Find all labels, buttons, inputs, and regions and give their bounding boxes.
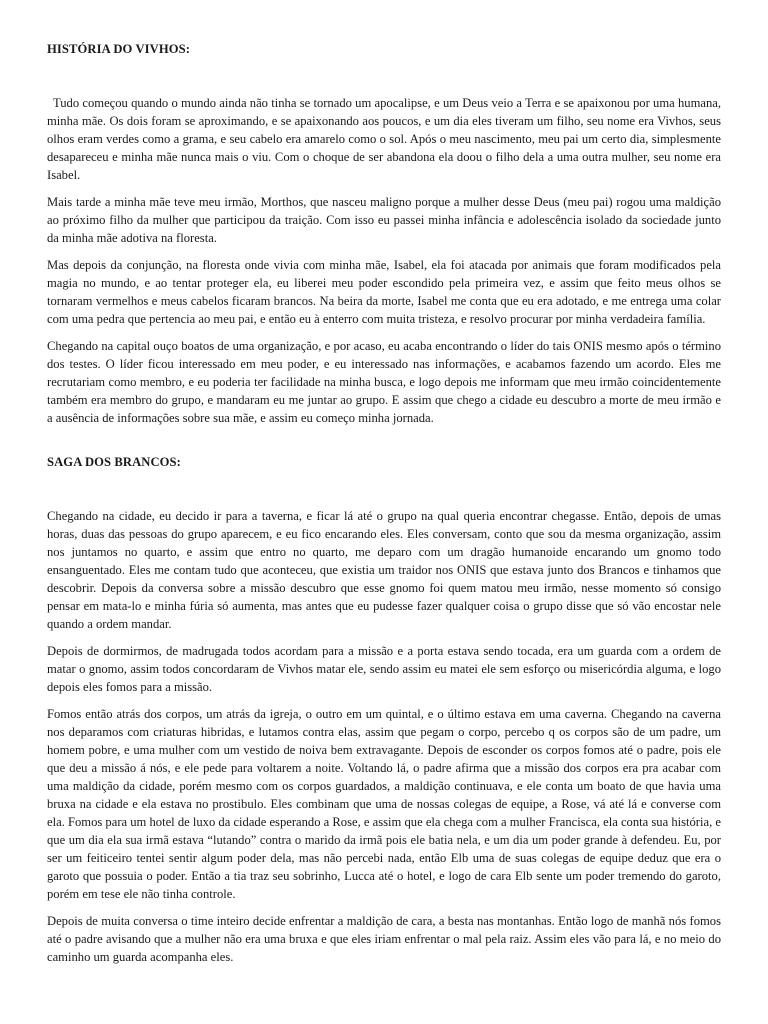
paragraph: Depois de muita conversa o time inteiro decide enfrentar a maldição de cara, a besta nas montanhas. Então logo de manhã nós fomos até o padre avisando que a mulher não era uma bruxa e que eles iriam enfrentar o mal pela raiz. Assim eles vão para lá, e no meio do caminho um guarda acompanha eles. (47, 914, 721, 964)
paragraph: Mais tarde a minha mãe teve meu irmão, Morthos, que nasceu maligno porque a mulher desse Deus (meu pai) rogou uma maldição ao próximo filho da mulher que participou da traição. Com isso eu passei minha infância e adolescência isolado da sociedade junto da minha mãe adotiva na floresta. (47, 195, 721, 245)
section-historia (47, 40, 721, 427)
paragraph: Mas depois da conjunção, na floresta onde vivia com minha mãe, Isabel, ela foi atacada por animais que foram modificados pela magia no mundo, e ao tentar proteger ela, eu liberei meu poder escondido pela primeira vez, e assim que feito meus olhos se tornaram vermelhos e meus cabelos ficaram brancos. Na beira da morte, Isabel me conta que eu era adotado, e me entrega uma colar com uma pedra que pertencia ao meu pai, e então eu à enterro com muita tristeza, e resolvo procurar por minha verdadeira família. (47, 258, 721, 326)
paragraph: Fomos então atrás dos corpos, um atrás da igreja, o outro em um quintal, e o último estava em uma caverna. Chegando na caverna nos deparamos com criaturas hibridas, e lutamos contra elas, assim que pegam o corpo, percebo q os corpos são de um padre, um homem pobre, e uma mulher com um vestido de noiva bem extravagante. Depois de esconder os corpos fomos até o padre, pois ele que deu a missão á nós, e ele pede para voltarem a noite. Voltando lá, o padre afirma que a missão dos corpos era pra acabar com uma maldição da cidade, porém mesmo com os corpos guardados, a maldição continuava, e ele conta um boato de que havia uma bruxa na cidade e ela estava no prostibulo. Eles combinam que uma de nossas colegas de equipe, a Rose, vá até lá e converse com ela. Fomos para um hotel de luxo da cidade esperando a Rose, e assim que ela chega com a mulher Francisca, ela conta sua história, e que um dia ela sua irmã estava “lutando” contra o marido da irmã pois ele batia nela, e um dia um poder grande à defendeu. Eu, por ser um feiticeiro tentei sentir algum poder dela, mas não percebi nada, então Elb uma de suas colegas de equipe deduz que era o garoto que possuia o poder. Então a tia traz seu sobrinho, Lucca até o hotel, e logo de cara Elb sente um poder tremendo do garoto, porém em tese ele não tinha controle. (47, 707, 721, 901)
paragraph: Tudo começou quando o mundo ainda não tinha se tornado um apocalipse, e um Deus veio a Terra e se apaixonou por uma humana, minha mãe. Os dois foram se aproximando, e se apaixonando aos poucos, e um dia eles tiveram um filho, seu nome era Vivhos, seus olhos eram verdes como a grama, e seu cabelo era amarelo como o sol. Após o meu nascimento, meu pai um certo dia, simplesmente desapareceu e minha mãe nunca mais o viu. Com o choque de ser abandona ela doou o filho dela a uma outra mulher, seu nome era Isabel. (47, 96, 721, 182)
section-heading: SAGA DOS BRANCOS: (47, 455, 181, 469)
paragraph: Depois de dormirmos, de madrugada todos acordam para a missão e a porta estava sendo tocada, era um guarda com a ordem de matar o gnomo, assim todos concordaram de Vivhos matar ele, sendo assim eu matei ele sem esforço ou misericórdia alguma, e logo depois eles fomos para a missão. (47, 644, 721, 694)
section-heading: HISTÓRIA DO VIVHOS: (47, 42, 191, 56)
paragraph: Chegando na cidade, eu decido ir para a taverna, e ficar lá até o grupo na qual queria encontrar chegasse. Então, depois de umas horas, duas das pessoas do grupo aparecem, e eu fico encarando eles. Eles conversam, conto que sou da mesma organização, assim nos juntamos no quarto, e assim que entro no quarto, me deparo com um dragão humanoide encarando um gnomo todo ensanguentado. Eles me contam tudo que aconteceu, que existia um traidor nos ONIS que estava junto dos Brancos e tinhamos que descobrir. Depois da conversa sobre a missão descubro que esse gnomo foi quem matou meu irmão, nesse momento só consigo pensar em mata-lo e minha fúria só aumenta, mas antes que eu pudesse fazer qualquer coisa o grupo disse que só vão encostar nele quando a ordem mandar. (47, 509, 721, 631)
paragraph: Chegando na capital ouço boatos de uma organização, e por acaso, eu acaba encontrando o líder do tais ONIS mesmo após o término dos testes. O líder ficou interessado em meu poder, e eu interessado nas informações, e acabamos fazendo um acordo. Eles me recrutariam como membro, e eu poderia ter facilidade na minha busca, e logo depois me informam que meu irmão coincidentemente também era membro do grupo, e mandaram eu me juntar ao grupo. E assim que chego a cidade eu descubro a morte de meu irmão e a ausência de informações sobre sua mãe, e assim eu começo minha jornada. (47, 339, 721, 425)
section-saga (47, 453, 721, 966)
